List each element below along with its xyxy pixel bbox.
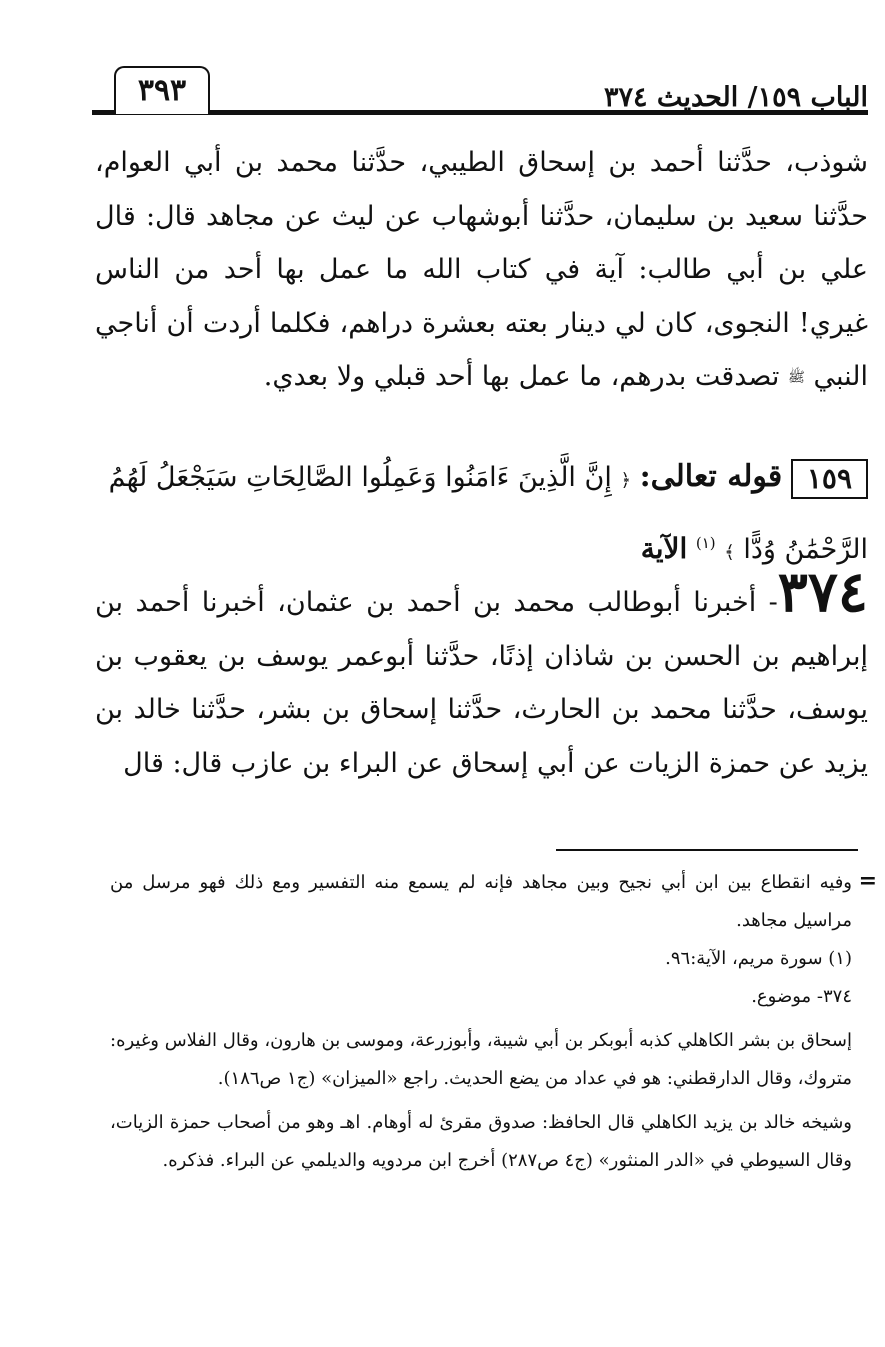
page-number: ٣٩٣ [114, 66, 210, 114]
footnote-374-title: ٣٧٤- موضوع. [751, 986, 852, 1007]
hadith-dash: - [768, 587, 778, 618]
verse-bracket-close: ﴾ [724, 542, 735, 563]
footnote-continuation: وفيه انقطاع بين ابن أبي نجيح وبين مجاهد فإنه لم يسمع منه التفسير ومع ذلك فهو مرسل من مراسيل مجاهد. [110, 872, 852, 931]
hadith-number: ٣٧٤ [777, 559, 868, 625]
verse-bracket-open: ﴿ [620, 470, 631, 491]
header-title: الباب ١٥٩/ الحديث ٣٧٤ [604, 82, 868, 113]
section-heading [95, 446, 868, 584]
paragraph-text: شوذب، حدَّثنا أحمد بن إسحاق الطيبي، حدَّثنا محمد بن أبي العوام، حدَّثنا سعيد بن سليمان، حدَّثنا أبوشهاب عن ليث عن مجاهد قال: قال علي بن أبي طالب: آية في كتاب الله ما عمل بها أحد من الناس غيري! النجوى، كان لي دينار بعته بعشرة دراهم، فكلما أردت أن أناجي النبي [95, 147, 868, 392]
footnote-separator [556, 849, 858, 851]
ayah-word: الآية [640, 532, 688, 565]
footnotes [110, 864, 852, 1180]
salawat-glyph: ﷺ [787, 369, 805, 386]
footnote-374-para2: وشيخه خالد بن يزيد الكاهلي قال الحافظ: صدوق مقرئ له أوهام. اهـ وهو من أصحاب حمزة الزيات، وقال السيوطي في «الدر المنثور» (ج٤ ص٢٨٧) أخرج ابن مردويه والديلمي عن البراء. فذكره. [110, 1112, 852, 1171]
footnote-continuation-mark: = [858, 868, 877, 894]
footnote-374-para1: إسحاق بن بشر الكاهلي كذبه أبوبكر بن أبي شيبة، وأبوزرعة، وموسى بن هارون، وقال الفلاس وغيره: متروك، وقال الدارقطني: هو في عداد من يضع الحديث. راجع «الميزان» (ج١ ص١٨٦). [110, 1030, 852, 1089]
section-label: قوله تعالى: [639, 459, 783, 494]
footnote-1: (١) سورة مريم، الآية:٩٦. [665, 948, 852, 969]
section-number-box: ١٥٩ [791, 459, 868, 499]
footnote-marker: (١) [695, 534, 716, 552]
paragraph-continued [95, 136, 868, 404]
quran-verse: إِنَّ الَّذِينَ ءَامَنُوا وَعَمِلُوا الصَّالِحَاتِ سَيَجْعَلُ لَهُمُ الرَّحْمَٰنُ وُدًّا [108, 462, 868, 565]
running-header [92, 64, 868, 116]
hadith-paragraph [95, 559, 868, 790]
hadith-text: أخبرنا أبوطالب محمد بن أحمد بن عثمان، أخبرنا أحمد بن إبراهيم بن الحسن بن شاذان إذنًا، حدَّثنا أبوعمر يوسف بن يعقوب بن يوسف، حدَّثنا محمد بن الحارث، حدَّثنا إسحاق بن بشر، حدَّثنا خالد بن يزيد عن حمزة الزيات عن أبي إسحاق عن البراء بن عازب قال: قال [95, 587, 868, 779]
paragraph-text-end: تصدقت بدرهم، ما عمل بها أحد قبلي ولا بعدي. [263, 361, 780, 392]
